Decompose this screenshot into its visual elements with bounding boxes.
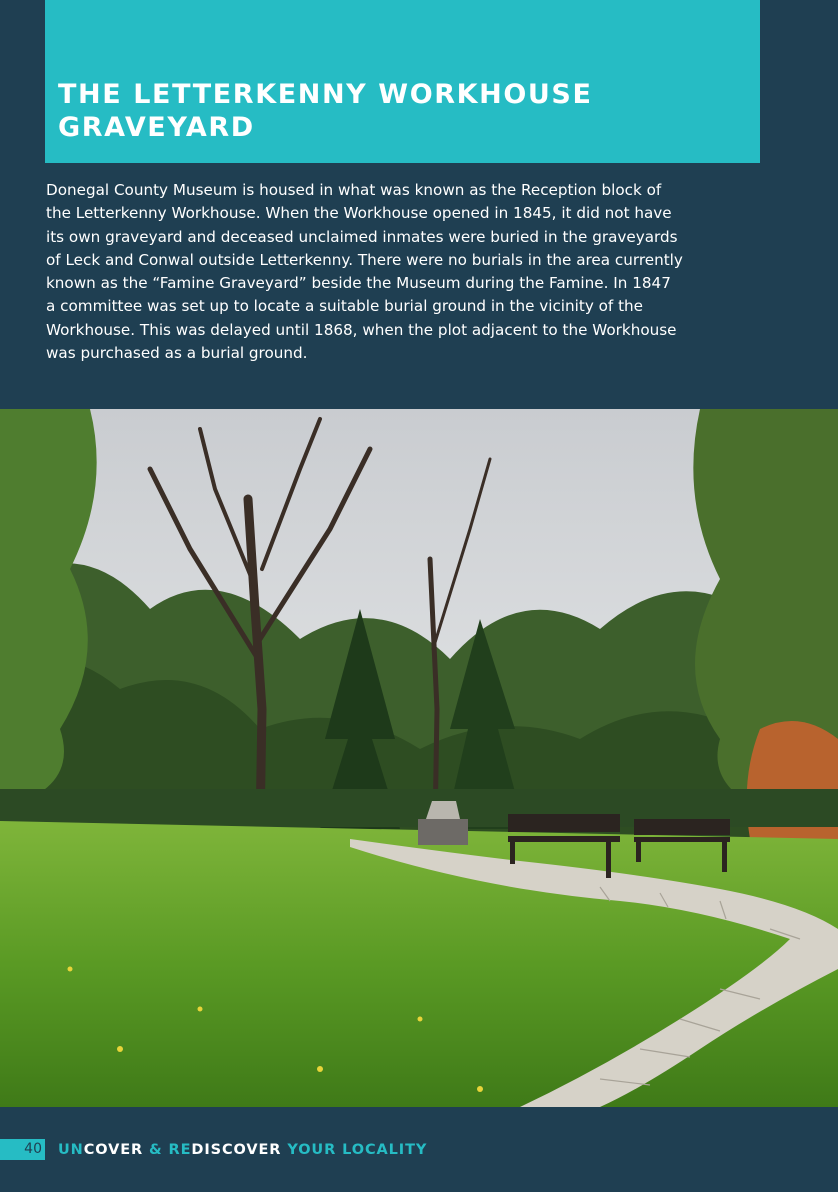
tagline-part: RE [168, 1142, 192, 1158]
tagline-part: & [143, 1142, 169, 1158]
tagline-part: YOUR LOCALITY [281, 1142, 428, 1158]
page-number: 40 [0, 1139, 45, 1160]
page-title: THE LETTERKENNY WORKHOUSE GRAVEYARD [58, 79, 593, 143]
tagline-part: UN [58, 1142, 84, 1158]
tagline-part: DISCOVER [191, 1142, 282, 1158]
title-banner [45, 0, 760, 163]
tagline-part: COVER [83, 1142, 144, 1158]
footer-tagline [58, 1140, 427, 1160]
graveyard-photo [0, 409, 838, 1107]
intro-paragraph: Donegal County Museum is housed in what was known as the Reception block of the Letterkenny Workhouse. When the Workhouse opened in 1845, it did not have its own graveyard and deceased unclaimed inmates were buried in the graveyards of Leck and Conwal outside Letterkenny. There were no burials in the area currently known as the “Famine Graveyard” beside the Museum during the Famine. In 1847 a committee was set up to locate a suitable burial ground in the vicinity of the Workhouse. This was delayed until 1868, when the plot adjacent to the Workhouse was purchased as a burial ground. [46, 181, 683, 363]
